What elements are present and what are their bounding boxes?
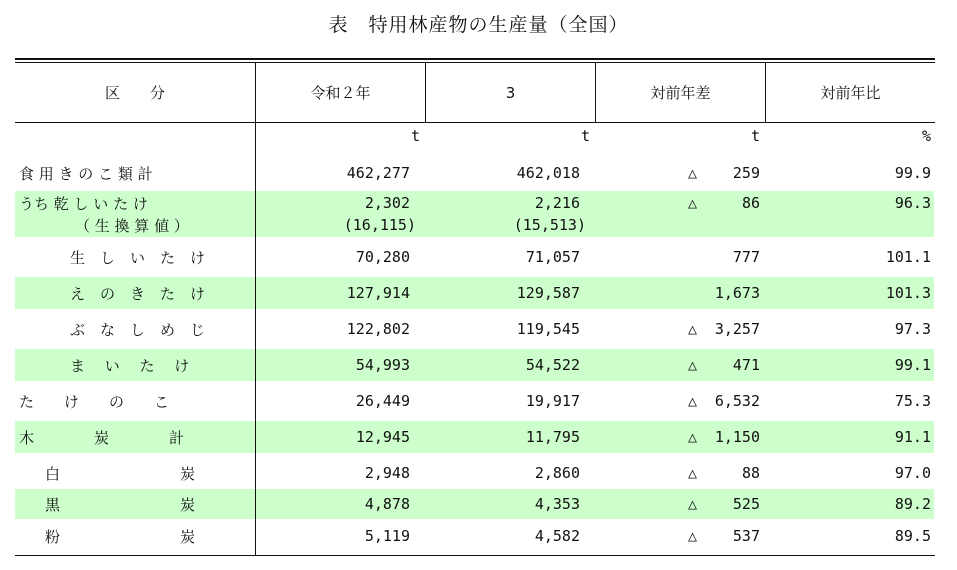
cell-y2: 127,914 xyxy=(346,284,410,302)
cell-y2: 122,802 xyxy=(346,320,410,338)
cell-ratio: 89.2 xyxy=(894,495,931,513)
cell-diff: 259 xyxy=(732,164,760,182)
cell-y3: 119,545 xyxy=(516,320,580,338)
unit-diff: t xyxy=(750,127,760,145)
header-category: 区 分 xyxy=(104,84,165,102)
cell-y3: 54,522 xyxy=(525,356,580,374)
delta-mark: △ xyxy=(688,464,698,482)
cell-y3-sub: (15,513) xyxy=(513,216,586,234)
cell-diff: 88 xyxy=(741,464,760,482)
bottom-rule xyxy=(15,555,935,556)
cell-ratio: 101.3 xyxy=(885,284,931,302)
header-year2: 令和２年 xyxy=(310,84,371,102)
row-label: うち 乾 し い た け xyxy=(19,194,148,213)
table-row xyxy=(15,158,935,188)
cell-diff: 1,150 xyxy=(714,428,760,446)
cell-y2-sub: (16,115) xyxy=(343,216,416,234)
cell-ratio: 97.3 xyxy=(894,320,931,338)
cell-y3: 2,216 xyxy=(534,194,580,212)
table-row xyxy=(15,521,935,551)
cell-y2: 70,280 xyxy=(355,248,410,266)
table-row xyxy=(15,313,935,345)
table-row xyxy=(15,421,935,453)
cell-diff: 1,673 xyxy=(714,284,760,302)
delta-mark: △ xyxy=(688,320,698,338)
delta-mark: △ xyxy=(688,527,698,545)
cell-ratio: 97.0 xyxy=(894,464,931,482)
table-row xyxy=(15,242,935,272)
cell-y2: 5,119 xyxy=(364,527,410,545)
cell-diff: 777 xyxy=(732,248,760,266)
cell-y2: 12,945 xyxy=(355,428,410,446)
row-label: ま い た け xyxy=(70,356,190,375)
table-row xyxy=(15,191,935,237)
cell-y3: 462,018 xyxy=(516,164,580,182)
cell-ratio: 91.1 xyxy=(894,428,931,446)
unit-ratio: % xyxy=(921,127,931,145)
cell-y2: 462,277 xyxy=(346,164,410,182)
cell-diff: 471 xyxy=(732,356,760,374)
row-label: た け の こ xyxy=(19,392,170,411)
delta-mark: △ xyxy=(688,495,698,513)
table-header xyxy=(15,63,935,123)
cell-ratio: 99.9 xyxy=(894,164,931,182)
top-rule xyxy=(15,58,935,60)
row-sublabel: （ 生 換 算 値 ） xyxy=(75,216,189,235)
cell-y3: 129,587 xyxy=(516,284,580,302)
delta-mark: △ xyxy=(688,194,698,212)
row-label: 生 し い た け xyxy=(70,248,206,267)
cell-y2: 2,948 xyxy=(364,464,410,482)
cell-y3: 11,795 xyxy=(525,428,580,446)
row-label: え の き た け xyxy=(70,284,206,303)
header-ratio: 対前年比 xyxy=(820,84,881,102)
row-label: 白 炭 xyxy=(45,464,196,483)
delta-mark: △ xyxy=(688,356,698,374)
row-label: 木 炭 計 xyxy=(19,428,185,447)
cell-ratio: 89.5 xyxy=(894,527,931,545)
table-row xyxy=(15,385,935,417)
cell-y2: 26,449 xyxy=(355,392,410,410)
cell-y3: 4,582 xyxy=(534,527,580,545)
cell-diff: 537 xyxy=(732,527,760,545)
table-title: 表 特用林産物の生産量（全国） xyxy=(328,14,629,36)
cell-diff: 86 xyxy=(741,194,760,212)
unit-y2: t xyxy=(410,127,420,145)
units-row xyxy=(15,123,935,149)
cell-ratio: 96.3 xyxy=(894,194,931,212)
cell-y3: 4,353 xyxy=(534,495,580,513)
cell-ratio: 101.1 xyxy=(885,248,931,266)
delta-mark: △ xyxy=(688,164,698,182)
row-label: 黒 炭 xyxy=(45,495,196,514)
cell-diff: 3,257 xyxy=(714,320,760,338)
table-row xyxy=(15,349,935,381)
unit-y3: t xyxy=(580,127,590,145)
table-row xyxy=(15,457,935,489)
cell-y3: 71,057 xyxy=(525,248,580,266)
table-row xyxy=(15,277,935,309)
cell-y2: 4,878 xyxy=(364,495,410,513)
header-year3: 3 xyxy=(505,83,516,102)
row-label: 粉 炭 xyxy=(45,527,196,546)
production-table xyxy=(15,58,935,556)
cell-diff: 6,532 xyxy=(714,392,760,410)
cell-ratio: 99.1 xyxy=(894,356,931,374)
table-row xyxy=(15,489,935,519)
delta-mark: △ xyxy=(688,428,698,446)
row-label: 食 用 き の こ 類 計 xyxy=(19,164,153,183)
cell-y3: 19,917 xyxy=(525,392,580,410)
row-label: ぶ な し め じ xyxy=(70,320,206,339)
cell-diff: 525 xyxy=(732,495,760,513)
cell-ratio: 75.3 xyxy=(894,392,931,410)
cell-y2: 54,993 xyxy=(355,356,410,374)
delta-mark: △ xyxy=(688,392,698,410)
cell-y3: 2,860 xyxy=(534,464,580,482)
header-diff: 対前年差 xyxy=(650,84,711,102)
cell-y2: 2,302 xyxy=(364,194,410,212)
